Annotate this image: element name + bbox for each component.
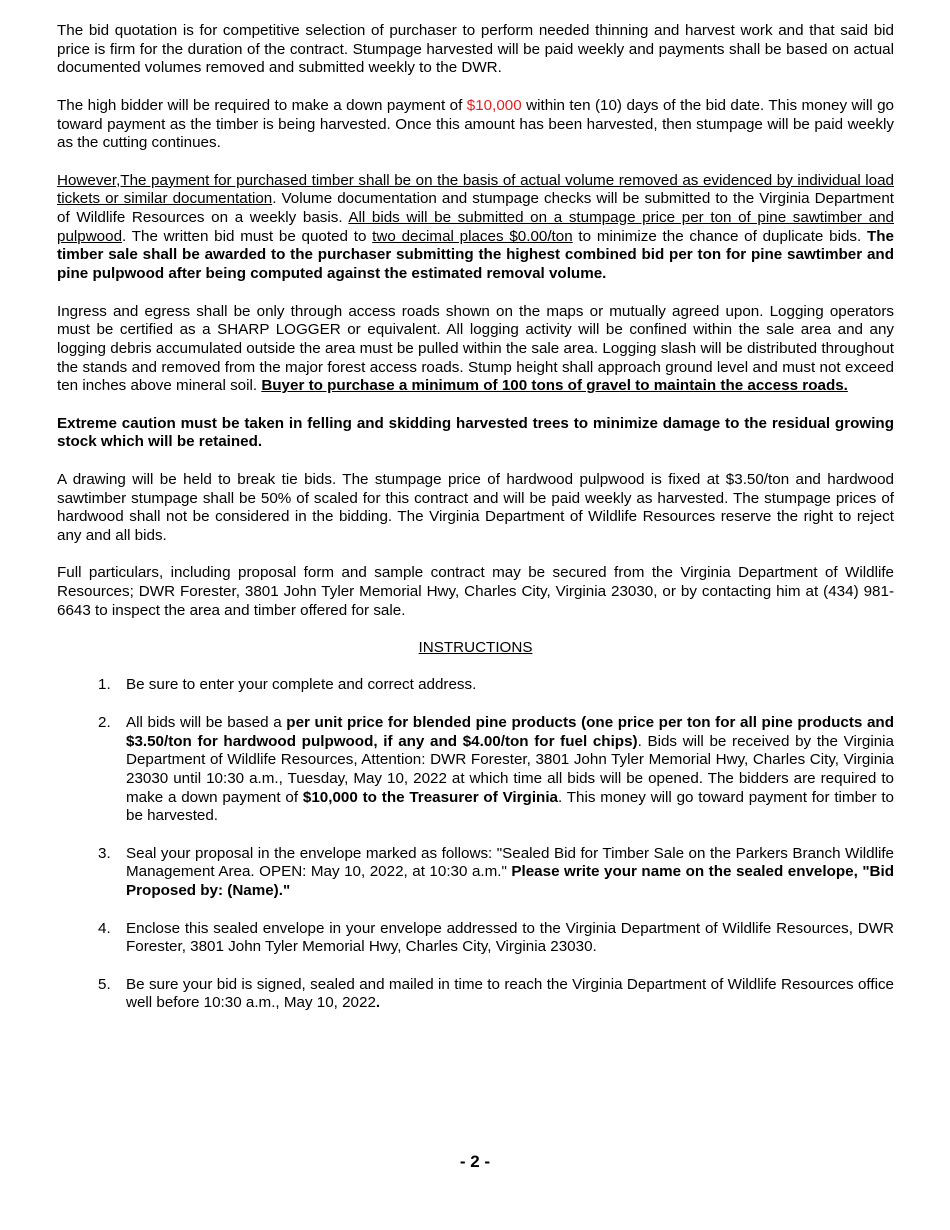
paragraph-text: Ingress and egress shall be only through access roads shown on the maps or mutually agreed upon. Logging operators must be certified as a SHARP LOGGER or equivalent. All logging activity will be confined within the sale area and any logging debris accumulated outside the area must be pulled within the sale area. Logging slash will be distributed throughout the stands and removed from the major forest access roads. Stump height shall approach ground level and must not exceed ten inches above mineral soil. <box>57 302 894 395</box>
list-item <box>57 845 894 901</box>
bold-underlined-text: Buyer to purchase a minimum of 100 tons of gravel to maintain the access roads. <box>261 377 848 395</box>
paragraph-full-particulars <box>57 564 894 620</box>
paragraph-ingress-egress <box>57 303 894 397</box>
paragraph-bid-quotation <box>57 22 894 78</box>
paragraph-tie-bids <box>57 471 894 546</box>
paragraph-extreme-caution <box>57 415 894 452</box>
list-item <box>57 920 894 957</box>
paragraph-down-payment <box>57 97 894 153</box>
paragraph-text: The bid quotation is for competitive selection of purchaser to perform needed thinning and harvest work and that said bid price is firm for the duration of the contract. Stumpage harvested will be paid weekly and payments shall be based on actual documented volumes removed and submitted weekly to the DWR. <box>57 22 894 77</box>
paragraph-payment-basis <box>57 172 894 284</box>
list-number: 5. <box>98 975 111 993</box>
paragraph-text: . Volume documentation and stumpage checks will be submitted to the Virginia Department of Wildlife Resources on a weekly basis. <box>57 190 894 226</box>
underlined-text: All bids will be submitted on a stumpage price per ton of pine sawtimber and pulpwood <box>57 209 894 245</box>
bold-text: The timber sale shall be awarded to the purchaser submitting the highest combined bid per ton for pine sawtimber and pine pulpwood after being computed against the estimated removal volume. <box>57 227 894 283</box>
paragraph-text: A drawing will be held to break tie bids. The stumpage price of hardwood pulpwood is fixed at $3.50/ton and hardwood sawtimber stumpage shall be 50% of scaled for this contract and will be paid weekly as harvested. The stumpage prices of hardwood shall not be considered in the bidding. The Virginia Department of Wildlife Resources reserve the right to reject any and all bids. <box>57 470 894 544</box>
paragraph-text: within ten (10) days of the bid date. This money will go toward payment as the timber is being harvested. Once this amount has been harvested, then stumpage will be paid weekly as the cutting continues. <box>57 96 894 152</box>
paragraph-text: to minimize the chance of duplicate bids. <box>572 227 867 245</box>
page-number <box>0 1153 950 1172</box>
list-text: Be sure to enter your complete and correct address. <box>126 676 477 694</box>
underlined-text: However,The payment for purchased timber shall be on the basis of actual volume removed as evidenced by individual load tickets or similar documentation <box>57 171 894 208</box>
heading-text: INSTRUCTIONS <box>418 639 533 657</box>
underlined-text: two decimal places $0.00/ton <box>372 227 573 245</box>
list-text: Enclose this sealed envelope in your envelope addressed to the Virginia Department of Wildlife Resources, DWR Forester, 3801 John Tyler Memorial Hwy, Charles City, Virginia 23030. <box>126 919 894 956</box>
list-text: . Bids will be received by the Virginia Department of Wildlife Resources, Attention: DWR Forester, 3801 John Tyler Memorial Hwy, Charles City, Virginia 23030 until 10:30 a.m., Tuesday, May 10, 2022 at which time all bids will be opened. The bidders are required to make a down payment of <box>126 732 894 806</box>
down-payment-amount: $10,000 <box>466 96 522 114</box>
list-item <box>57 714 894 826</box>
bold-text: per unit price for blended pine products (one price per ton for all pine products and $3.50/ton for hardwood pulpwood, if any and $4.00/ton for fuel chips) <box>126 713 894 750</box>
bold-text: Please write your name on the sealed envelope, "Bid Proposed by: (Name)." <box>126 863 894 900</box>
paragraph-text: The high bidder will be required to make a down payment of <box>57 96 467 114</box>
bold-text: Extreme caution must be taken in felling and skidding harvested trees to minimize damage to the residual growing stock which will be retained. <box>57 414 894 451</box>
bold-text: $10,000 to the Treasurer of Virginia <box>302 788 559 806</box>
list-item <box>57 676 894 695</box>
page-number-text: - 2 - <box>459 1152 491 1171</box>
list-text: Seal your proposal in the envelope marked as follows: "Sealed Bid for Timber Sale on the Parkers Branch Wildlife Management Area. OPEN: May 10, 2022, at 10:30 a.m." <box>126 844 894 881</box>
list-item <box>57 976 894 1013</box>
list-number: 1. <box>98 676 111 694</box>
list-text: . This money will go toward payment for timber to be harvested. <box>126 788 894 825</box>
paragraph-text: Full particulars, including proposal form and sample contract may be secured from the Virginia Department of Wildlife Resources; DWR Forester, 3801 John Tyler Memorial Hwy, Charles City, Virginia 23030, or by contacting him at (434) 981-6643 to inspect the area and timber offered for sale. <box>57 564 894 619</box>
list-number: 2. <box>98 713 111 731</box>
instructions-heading <box>57 639 894 658</box>
instructions-list <box>57 676 894 1013</box>
document-body <box>57 22 894 1032</box>
bold-text: . <box>375 994 381 1012</box>
list-text: All bids will be based a <box>126 713 287 731</box>
list-number: 4. <box>98 919 111 937</box>
list-text: Be sure your bid is signed, sealed and mailed in time to reach the Virginia Department of Wildlife Resources office well before 10:30 a.m., May 10, 2022 <box>126 975 894 1012</box>
paragraph-text: . The written bid must be quoted to <box>122 227 373 245</box>
list-number: 3. <box>98 844 111 862</box>
